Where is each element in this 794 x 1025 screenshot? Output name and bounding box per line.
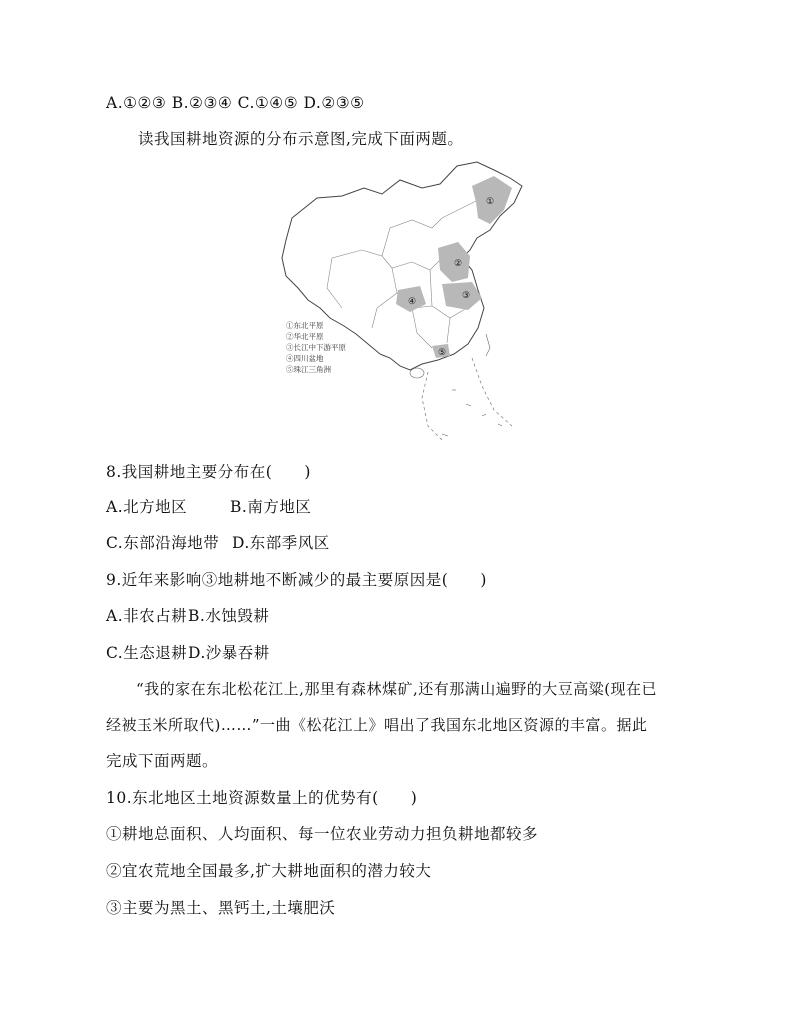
question-10-stem: 10.东北地区土地资源数量上的优势有( ) — [106, 789, 418, 807]
marker-4: ④ — [408, 297, 417, 307]
question-8-option-a: A.北方地区 — [106, 498, 188, 516]
legend-item-5: ⑤珠江三角洲 — [286, 365, 331, 374]
china-farmland-map — [272, 158, 534, 448]
passage-line-1: “我的家在东北松花江上,那里有森林煤矿,还有那满山遍野的大豆高粱(现在已 — [136, 680, 658, 698]
legend-item-2: ②华北平原 — [286, 332, 324, 341]
marker-3: ③ — [462, 291, 471, 301]
marker-5: ⑤ — [438, 348, 447, 358]
question-9-option-c: C.生态退耕 — [106, 644, 188, 662]
question-9-option-d: D.沙暴吞耕 — [188, 644, 270, 662]
question-8-option-c: C.东部沿海地带 — [106, 534, 220, 552]
passage-line-3: 完成下面两题。 — [106, 752, 219, 770]
marker-1: ① — [486, 197, 495, 207]
map-intro-text: 读我国耕地资源的分布示意图,完成下面两题。 — [138, 130, 464, 148]
question-8-option-d: D.东部季风区 — [232, 534, 330, 552]
question-9-stem: 9.近年来影响③地耕地不断减少的最主要原因是( ) — [106, 571, 487, 589]
map-figure — [272, 158, 534, 448]
marker-2: ② — [454, 259, 463, 269]
passage-line-2: 经被玉米所取代)……”一曲《松花江上》唱出了我国东北地区资源的丰富。据此 — [106, 716, 648, 734]
previous-question-options: A.①②③ B.②③④ C.①④⑤ D.②③⑤ — [106, 94, 365, 112]
question-10-item-3: ③主要为黑土、黑钙土,土壤肥沃 — [106, 899, 336, 917]
south-sea-boundary — [422, 358, 512, 442]
legend-item-3: ③长江中下游平原 — [286, 343, 346, 352]
question-9-option-b: B.水蚀毁耕 — [188, 607, 270, 625]
question-8-stem: 8.我国耕地主要分布在( ) — [106, 463, 311, 481]
legend-item-4: ④四川盆地 — [286, 354, 324, 363]
question-10-item-2: ②宜农荒地全国最多,扩大耕地面积的潜力较大 — [106, 862, 432, 880]
question-9-option-a: A.非农占耕 — [106, 607, 188, 625]
question-10-item-1: ①耕地总面积、人均面积、每一位农业劳动力担负耕地都较多 — [106, 825, 539, 843]
map-legend — [286, 320, 346, 374]
question-8-option-b: B.南方地区 — [230, 498, 312, 516]
legend-item-1: ①东北平原 — [286, 321, 324, 330]
